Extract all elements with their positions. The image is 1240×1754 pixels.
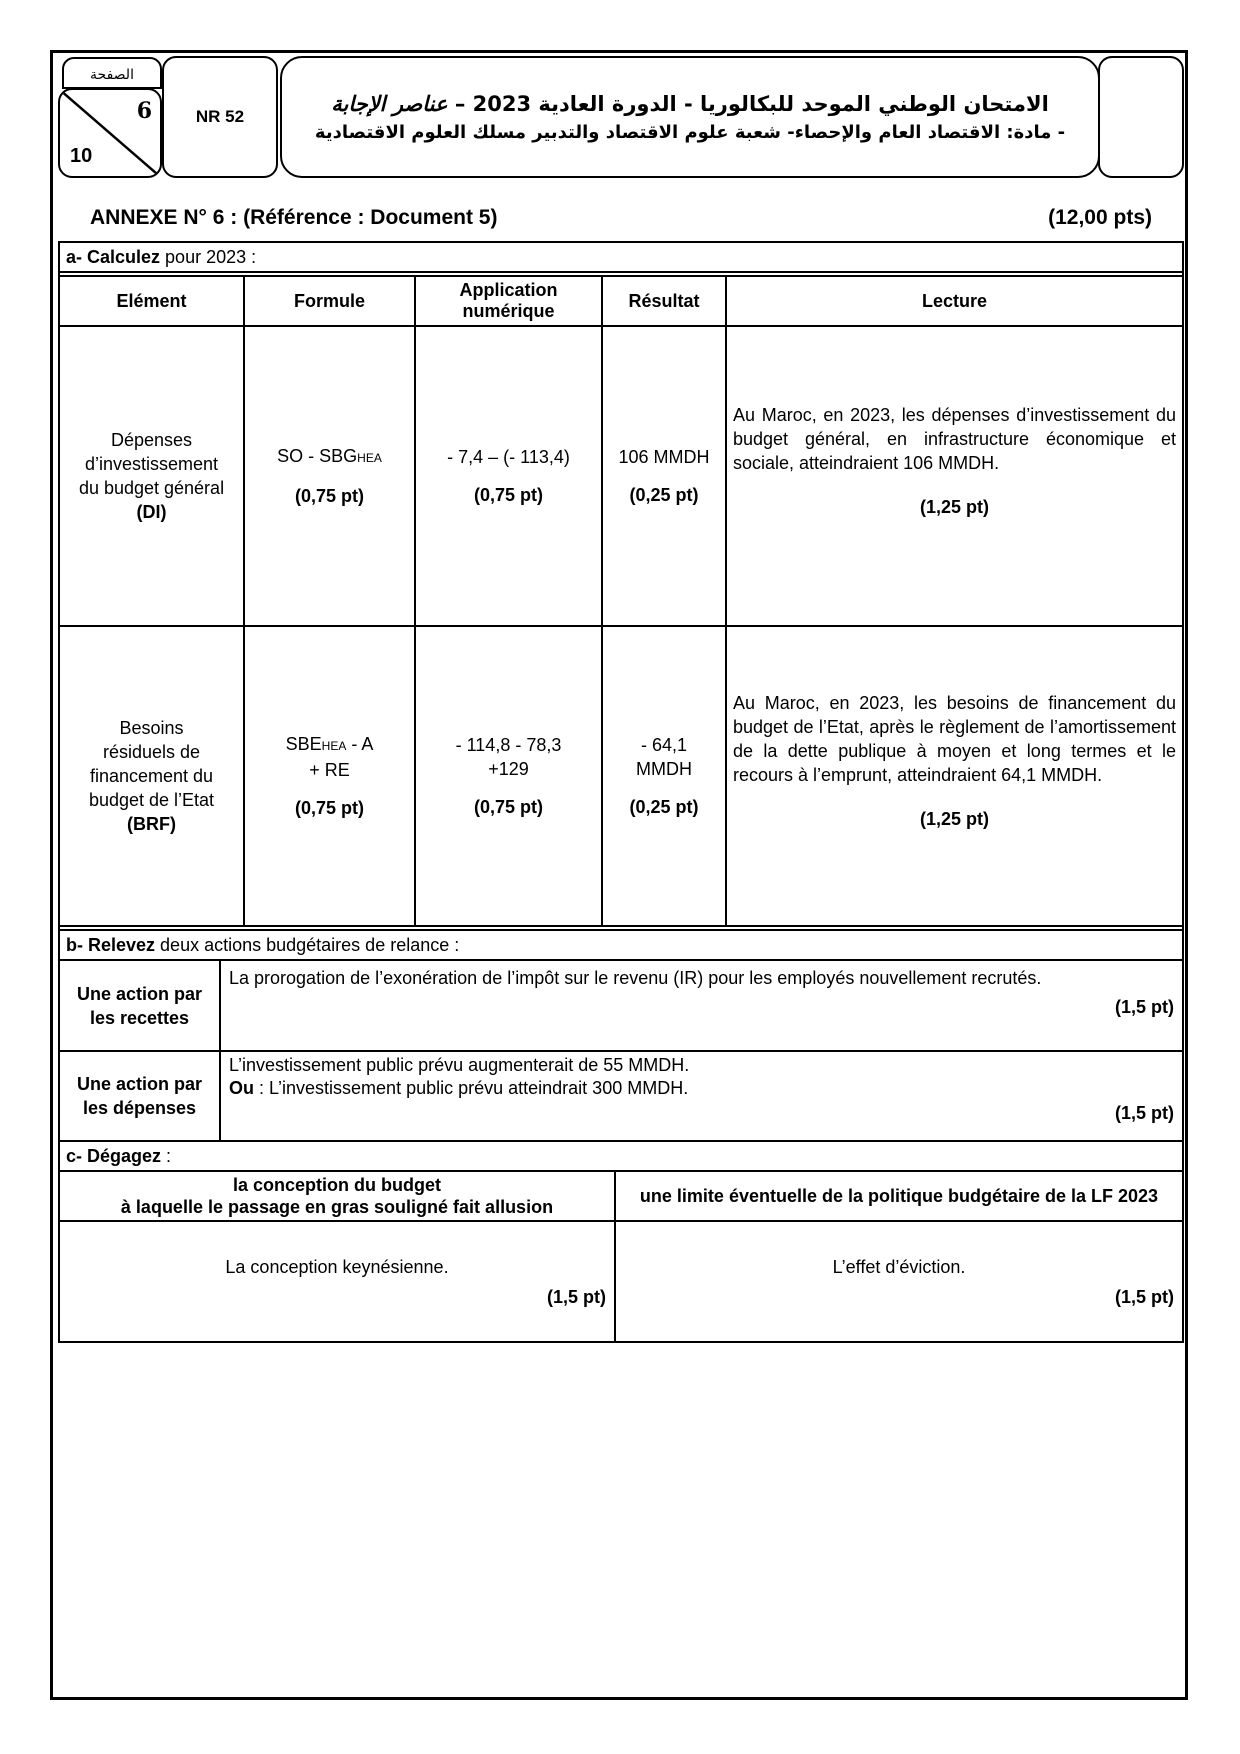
reading-text: Au Maroc, en 2023, les dépenses d’investissement du budget général, en infrastructure économique et sociale, atteindraient 106 MMDH. bbox=[733, 405, 1176, 473]
application-value: - 114,8 - 78,3 bbox=[455, 735, 562, 755]
exam-code: NR 52 bbox=[162, 56, 278, 178]
conception-header-l2: à laquelle le passage en gras souligné fait allusion bbox=[120, 1197, 554, 1217]
limit-header: une limite éventuelle de la politique budgétaire de la LF 2023 bbox=[615, 1172, 1182, 1221]
action-row-revenue bbox=[60, 961, 1182, 1051]
formula-sub: HEA bbox=[321, 739, 347, 753]
element-code: (DI) bbox=[136, 502, 167, 522]
conception-header-row bbox=[60, 1172, 1182, 1221]
conception-header-l1: la conception du budget bbox=[233, 1175, 441, 1195]
section-c-label: c- Dégagez bbox=[66, 1146, 162, 1166]
application-cell bbox=[415, 326, 602, 626]
formula-sub: HEA bbox=[357, 451, 382, 465]
element-cell bbox=[60, 326, 244, 626]
application-cell bbox=[415, 626, 602, 926]
page-label: الصفحة bbox=[62, 57, 162, 89]
answer-grid bbox=[58, 241, 1184, 1343]
annexe-points: (12,00 pts) bbox=[1048, 206, 1152, 229]
action-label: Une action par les recettes bbox=[60, 961, 220, 1051]
result-value: 106 MMDH bbox=[618, 447, 710, 467]
formula bbox=[251, 732, 408, 758]
element-line: financement du bbox=[89, 766, 214, 786]
action-points: (1,5 pt) bbox=[1114, 997, 1174, 1017]
section-a-heading bbox=[60, 243, 1182, 273]
result-cell bbox=[602, 326, 726, 626]
section-a-label: a- Calculez bbox=[66, 247, 161, 267]
page-total: 10 bbox=[70, 145, 93, 167]
element-line: d’investissement bbox=[84, 454, 219, 474]
action-alt-prefix: Ou bbox=[229, 1078, 254, 1098]
limit-answer: L’effet d’éviction. bbox=[832, 1256, 966, 1277]
section-a-text: pour 2023 : bbox=[160, 247, 257, 267]
header-element: Elément bbox=[60, 276, 244, 326]
result-value: - 64,1 bbox=[640, 735, 688, 755]
action-text-alt bbox=[229, 1077, 1174, 1100]
element-line: du budget général bbox=[78, 478, 225, 498]
exam-title-elements: عناصر الإجابة bbox=[331, 91, 448, 116]
section-b-heading bbox=[60, 929, 1182, 961]
conception-header bbox=[60, 1172, 615, 1221]
reading-points: (1,25 pt) bbox=[919, 497, 989, 517]
action-row-spending bbox=[60, 1051, 1182, 1141]
exam-title-line1 bbox=[331, 91, 1049, 116]
conception-table bbox=[60, 1172, 1182, 1341]
section-b-text: deux actions budgétaires de relance : bbox=[155, 935, 460, 955]
header-formula: Formule bbox=[244, 276, 415, 326]
formula-tail: - A bbox=[346, 734, 374, 754]
conception-answer: La conception keynésienne. bbox=[225, 1256, 449, 1277]
section-c-heading bbox=[60, 1142, 1182, 1172]
formula-main: SO - SBG bbox=[277, 446, 358, 466]
header-application: Application numérique bbox=[415, 276, 602, 326]
header-reading: Lecture bbox=[726, 276, 1182, 326]
actions-table bbox=[60, 961, 1182, 1142]
formula-cell bbox=[244, 626, 415, 926]
conception-answer-cell bbox=[60, 1221, 615, 1341]
calc-header-row bbox=[60, 276, 1182, 326]
formula bbox=[251, 444, 408, 470]
reading-text: Au Maroc, en 2023, les besoins de financement du budget de l’Etat, après le règlement de l’amortissement de la dette publique à moyen et long termes et le recours à l’emprunt, atteindraient 64,1 MMDH. bbox=[733, 693, 1176, 785]
action-text-cell bbox=[220, 961, 1182, 1051]
exam-title-box bbox=[280, 56, 1100, 178]
action-text: L’investissement public prévu augmenterait de 55 MMDH. bbox=[229, 1055, 690, 1075]
application-points: (0,75 pt) bbox=[473, 485, 543, 505]
formula-main: SBE bbox=[285, 734, 322, 754]
calc-table bbox=[60, 275, 1182, 927]
element-line: budget de l’Etat bbox=[88, 790, 215, 810]
reading-cell bbox=[726, 326, 1182, 626]
element-line: Dépenses bbox=[110, 430, 193, 450]
formula-line2: + RE bbox=[309, 760, 350, 780]
action-label: Une action par les dépenses bbox=[60, 1051, 220, 1141]
exam-title-line2: - مادة: الاقتصاد العام والإحصاء- شعبة علوم الاقتصاد والتدبير مسلك العلوم الاقتصادية bbox=[314, 122, 1066, 143]
application-line2: +129 bbox=[488, 759, 529, 779]
reading-cell bbox=[726, 626, 1182, 926]
result-cell bbox=[602, 626, 726, 926]
blank-box bbox=[1098, 56, 1184, 178]
formula-points: (0,75 pt) bbox=[294, 798, 364, 818]
header-result: Résultat bbox=[602, 276, 726, 326]
result-points: (0,25 pt) bbox=[629, 797, 699, 817]
calc-row-di bbox=[60, 326, 1182, 626]
section-b-label: b- Relevez bbox=[66, 935, 156, 955]
reading-points: (1,25 pt) bbox=[919, 809, 989, 829]
element-line: résiduels de bbox=[102, 742, 201, 762]
conception-points: (1,5 pt) bbox=[546, 1286, 606, 1307]
formula-points: (0,75 pt) bbox=[294, 486, 364, 506]
element-cell bbox=[60, 626, 244, 926]
limit-answer-cell bbox=[615, 1221, 1182, 1341]
action-points: (1,5 pt) bbox=[1114, 1103, 1174, 1123]
action-text-cell bbox=[220, 1051, 1182, 1141]
limit-points: (1,5 pt) bbox=[1114, 1286, 1174, 1307]
annexe-title: ANNEXE N° 6 : (Référence : Document 5) bbox=[90, 206, 498, 229]
conception-answer-row bbox=[60, 1221, 1182, 1341]
exam-title-main: الامتحان الوطني الموحد للبكالوريا - الدورة العادية 2023 – bbox=[454, 92, 1049, 116]
page-number-box bbox=[58, 88, 162, 178]
application-value: - 7,4 – (- 113,4) bbox=[447, 447, 570, 467]
element-line: Besoins bbox=[119, 718, 184, 738]
result-points: (0,25 pt) bbox=[629, 485, 699, 505]
page-current: 6 bbox=[136, 98, 152, 124]
action-alt-text: : L’investissement public prévu atteindrait 300 MMDH. bbox=[254, 1078, 689, 1098]
calc-row-brf bbox=[60, 626, 1182, 926]
section-c-text: : bbox=[161, 1146, 172, 1166]
application-points: (0,75 pt) bbox=[473, 797, 543, 817]
element-code: (BRF) bbox=[127, 814, 176, 834]
formula-cell bbox=[244, 326, 415, 626]
result-line2: MMDH bbox=[636, 759, 692, 779]
action-text: La prorogation de l’exonération de l’impôt sur le revenu (IR) pour les employés nouvellement recrutés. bbox=[229, 968, 1042, 988]
